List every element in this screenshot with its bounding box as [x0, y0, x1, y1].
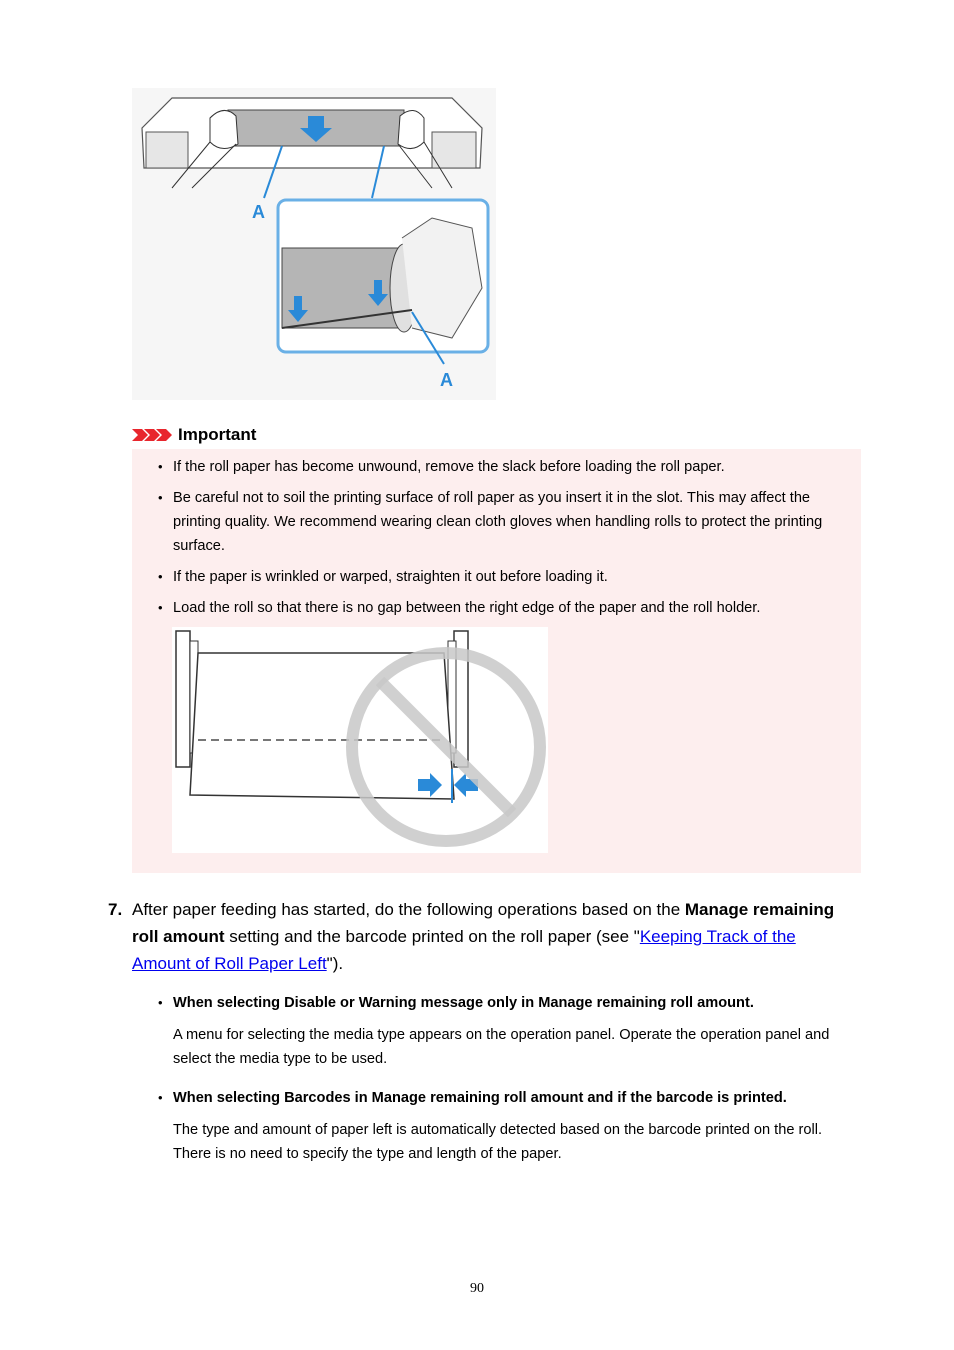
- important-item: • If the roll paper has become unwound, remove the slack before loading the roll paper.: [156, 455, 846, 479]
- sub-item-heading: • When selecting Barcodes in Manage remaining roll amount and if the barcode is printed.: [158, 1087, 858, 1109]
- callout-label-top: A: [252, 202, 265, 222]
- important-item: • Load the roll so that there is no gap between the right edge of the paper and the roll holder.: [156, 596, 846, 620]
- step-text: [132, 896, 848, 977]
- page-number: 90: [470, 1281, 484, 1296]
- sub-item-body: The type and amount of paper left is automatically detected based on the barcode printed on the roll. There is no need to specify the type and length of the paper.: [173, 1122, 823, 1162]
- step-7: [108, 896, 848, 977]
- important-notice-box: [132, 449, 861, 873]
- important-header: [132, 424, 256, 446]
- step-text-part: setting and the barcode printed on the roll paper (see ": [224, 927, 640, 946]
- important-item: • Be careful not to soil the printing surface of roll paper as you insert it in the slot. This may affect the printing quality. We recommend wearing clean cloth gloves when handling rolls to protect the printing surface.: [156, 486, 846, 558]
- keeping-track-link[interactable]: Keeping Track of the Amount of Roll Paper Left: [132, 927, 796, 973]
- sub-item-disable-warning: [158, 992, 858, 1071]
- setting-name: Manage remaining roll amount: [132, 900, 835, 946]
- sub-item-barcodes: [158, 1087, 858, 1166]
- important-list: [156, 455, 846, 627]
- step-text-part: ").: [326, 954, 344, 973]
- sub-item-body: A menu for selecting the media type appears on the operation panel. Operate the operation panel and select the media type to be used.: [173, 1027, 830, 1067]
- important-item: • If the paper is wrinkled or warped, straighten it out before loading it.: [156, 565, 846, 589]
- step-number: 7.: [108, 900, 123, 919]
- important-chevron-icon: [132, 427, 172, 443]
- sub-item-heading: • When selecting Disable or Warning message only in Manage remaining roll amount.: [158, 992, 858, 1014]
- important-title: Important: [178, 425, 257, 444]
- callout-label-bottom: A: [440, 370, 453, 390]
- step-text-part: After paper feeding has started, do the following operations based on the: [132, 900, 685, 919]
- incorrect-loading-illustration: [172, 627, 548, 853]
- roll-loading-illustration: [132, 88, 496, 400]
